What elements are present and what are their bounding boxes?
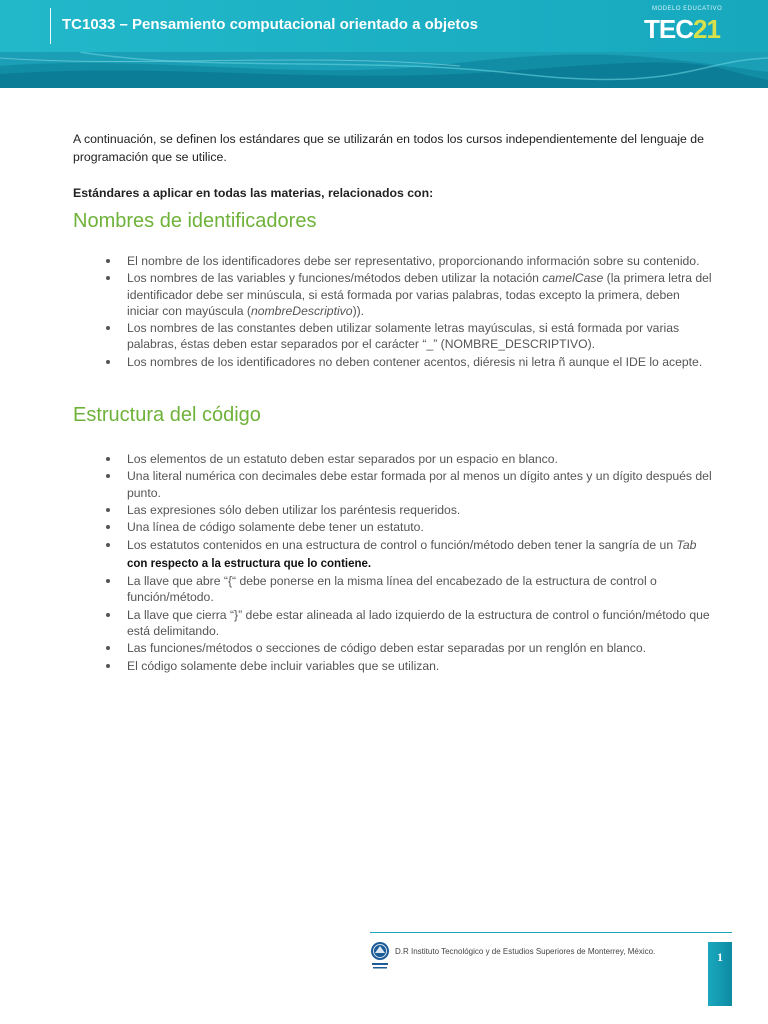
list-item — [127, 270, 713, 319]
list-item — [127, 502, 713, 518]
list-item — [127, 519, 713, 535]
code-structure-list — [73, 451, 713, 674]
list-item — [127, 573, 713, 606]
list-item — [127, 468, 713, 501]
list-item — [127, 537, 713, 573]
list-item-text: )). — [352, 303, 365, 318]
section-title-identifiers: Nombres de identificadores — [73, 210, 317, 232]
bullet-icon — [106, 259, 110, 263]
list-item-text: La llave que abre “{“ debe ponerse en la misma línea del encabezado de la estructura de control o función/método. — [127, 574, 657, 605]
list-item-text: Una línea de código solamente debe tener un estatuto. — [127, 520, 424, 535]
logo-tagline: MODELO EDUCATIVO — [652, 6, 723, 12]
list-item-text: Las expresiones sólo deben utilizar los paréntesis requeridos. — [127, 502, 461, 517]
bullet-icon — [106, 579, 110, 583]
logo-wordmark — [644, 14, 720, 45]
list-item-bold-text: con respecto a la estructura que lo contiene. — [127, 557, 372, 570]
list-item — [127, 320, 713, 353]
list-item-text: Las funciones/métodos o secciones de código deben estar separadas por un renglón en blanco. — [127, 641, 646, 656]
bullet-icon — [106, 646, 110, 650]
bullet-icon — [106, 613, 110, 617]
list-item-emphasis: camelCase — [542, 271, 604, 286]
footer-copyright: D.R Instituto Tecnológico y de Estudios Superiores de Monterrey, México. — [395, 947, 656, 956]
course-title: TC1033 – Pensamiento computacional orientado a objetos — [62, 16, 478, 33]
tec21-logo — [636, 6, 736, 46]
bullet-icon — [106, 525, 110, 529]
list-item-text: El nombre de los identificadores debe ser representativo, proporcionando información sobre su contenido. — [127, 254, 700, 268]
list-item-text: Una literal numérica con decimales debe estar formada por al menos un dígito antes y un dígito después del punto. — [127, 469, 712, 500]
list-item-emphasis: Tab — [676, 537, 697, 552]
header-decorative-band — [0, 52, 768, 88]
bullet-icon — [106, 360, 110, 364]
header-divider — [50, 8, 51, 44]
document-body — [73, 130, 713, 675]
list-item-text: La llave que cierra “}” debe estar alineada al lado izquierdo de la estructura de control o función/método que está delimitando. — [127, 607, 710, 639]
bullet-icon — [106, 474, 110, 478]
tec-seal-icon — [369, 941, 391, 975]
bullet-icon — [106, 276, 110, 280]
list-item — [127, 607, 713, 640]
list-item-emphasis: nombreDescriptivo — [250, 303, 353, 318]
page-number-tab — [708, 942, 732, 1006]
section-title-code-structure: Estructura del código — [73, 404, 261, 427]
bullet-icon — [106, 543, 110, 547]
list-item-text: Los nombres de las variables y funciones/métodos deben utilizar la notación — [127, 271, 543, 286]
bullet-icon — [106, 664, 110, 668]
list-item-text: El código solamente debe incluir variables que se utilizan. — [127, 658, 440, 673]
list-item — [127, 640, 713, 656]
bullet-icon — [106, 508, 110, 512]
identifiers-list — [73, 253, 713, 370]
logo-tec-text: TEC — [644, 14, 693, 44]
list-item — [127, 354, 713, 370]
footer-divider — [370, 932, 732, 933]
logo-number: 21 — [693, 14, 720, 44]
intro-paragraph: A continuación, se definen los estándares que se utilizarán en todos los cursos independientemente del lenguaje de programación que se utilice. — [73, 132, 704, 164]
standards-subhead: Estándares a aplicar en todas las materias, relacionados con: — [73, 186, 434, 200]
list-item-text: Los elementos de un estatuto deben estar separados por un espacio en blanco. — [127, 452, 558, 467]
bullet-icon — [106, 457, 110, 461]
list-item-text: Los nombres de los identificadores no deben contener acentos, diéresis ni letra ñ aunque el IDE lo acepte. — [127, 354, 703, 369]
bullet-icon — [106, 326, 110, 330]
list-item — [127, 658, 713, 674]
list-item — [127, 451, 713, 467]
list-item-text: Los nombres de las constantes deben utilizar solamente letras mayúsculas, si está formada por varias palabras, éstas deben estar separados por el carácter “_” (NOMBRE_DESCRIPTIVO). — [127, 321, 680, 352]
page-header — [0, 0, 768, 88]
list-item-text: (la primera letra del identificador debe ser minúscula, si está formada por varias palabras, todas excepto la primera, deben iniciar con mayúscula ( — [127, 271, 712, 318]
list-item-text: Los estatutos contenidos en una estructura de control o función/método deben tener la sangría de un — [127, 537, 677, 552]
page-number: 1 — [717, 950, 723, 964]
list-item — [127, 253, 713, 269]
